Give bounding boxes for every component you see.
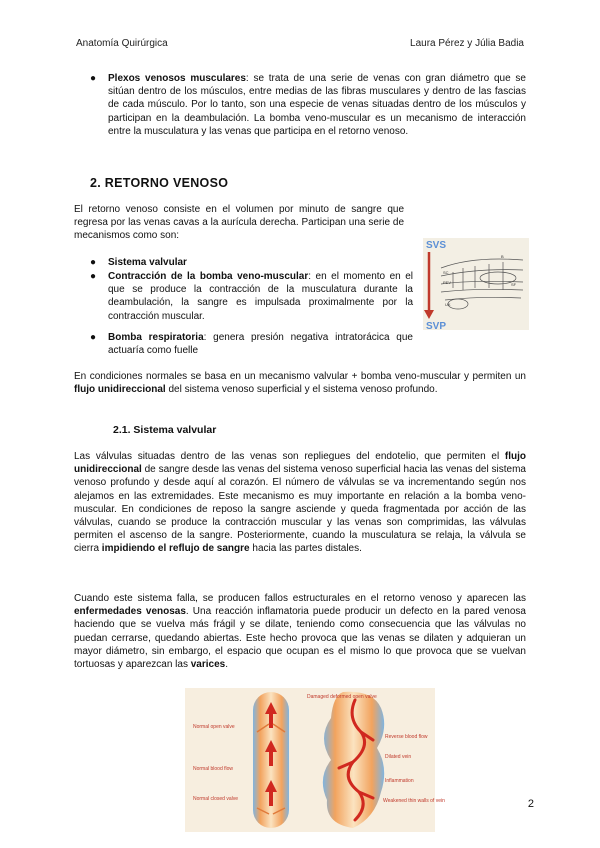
para-text: de sangre desde las venas del sistema venoso superficial hacia las venas del sistema venoso profundo y desde aquí al corazón. El número de válvulas se va incrementando según nos alejamos en las extremidades. Este mecanismo es muy importante en relación a la bomba veno-muscular. En condiciones de reposo la sangre asciende y queda fragmentada por acción de las válvulas, cuando se produce la contracción muscular y las venas son comprimidas, las válvulas permiten el ascenso de la sangre. Posteriormente, cuando la musculatura se relaja, la válvula se cierra	[74, 464, 526, 555]
subsection-title: 2.1. Sistema valvular	[113, 424, 217, 436]
mechanism-item	[108, 270, 413, 323]
para-bold: varices	[190, 659, 226, 671]
header-left: Anatomía Quirúrgica	[76, 38, 168, 49]
para-text: .	[225, 659, 228, 671]
vein-valve-figure	[185, 688, 445, 832]
fig1-label: B	[501, 254, 504, 259]
fig2-label: Normal open valve	[193, 724, 235, 730]
fig2-label: Reverse blood flow	[385, 734, 428, 740]
bullet-dot: ●	[90, 271, 97, 282]
bullet-dot: ●	[90, 332, 97, 343]
svp-label: SVP	[426, 321, 447, 332]
para-text: hacia las partes distales.	[249, 543, 362, 555]
mechanism-bold: Bomba respiratoria	[108, 332, 204, 343]
mechanism-bold: Contracción de la bomba veno-muscular	[108, 271, 309, 282]
fig1-label: SC	[443, 270, 449, 275]
para-retorno-text: El retorno venoso consiste en el volumen por minuto de sangre que regresa por las venas cavas a la aurícula derecha. Participan una serie de mecanismos como son:	[74, 204, 404, 242]
para-bold: flujo unidireccional	[74, 384, 166, 396]
para-text: Cuando este sistema falla, se producen fallos estructurales en el retorno venoso y aparecen las	[74, 593, 526, 604]
para-retorno-line12	[74, 203, 404, 243]
fig2-label: Weakened thin walls of vein	[383, 798, 445, 804]
para-text: del sistema venoso superficial y el sistema venoso profundo.	[165, 384, 438, 396]
svs-label: SVS	[426, 240, 447, 251]
para-condiciones	[74, 370, 526, 396]
para-bold: flujo unidireccional	[74, 451, 526, 476]
header-right: Laura Pérez y Júlia Badia	[410, 38, 524, 49]
para-fallo	[74, 592, 526, 671]
fig2-label: Normal closed valve	[193, 796, 239, 802]
fig2-label: Normal blood flow	[193, 766, 234, 772]
intro-bullet-text	[108, 72, 526, 138]
para-bold: impidiendo el reflujo de sangre	[101, 543, 250, 555]
mechanism-text: : en el momento en el que se produce la contracción de la musculatura durante la deambulación, la sangre es impulsada proximalmente por la contracción muscular.	[108, 271, 414, 322]
fig1-label: PEV	[443, 280, 452, 285]
venous-system-figure	[423, 238, 529, 330]
para-text: . Una reacción inflamatoria puede producir un defecto en la pared venosa haciendo que se vuelva más frágil y se dilate, teniendo como consecuencia que las válvulas no puedan cerrarse, quedando abiertas. Este hecho provoca que las venas se dilaten y adquieran un mayor diámetro, sin embargo, el espacio que ocupan es el mismo lo que provoca que se vuelvan tortuosas y aparezcan las	[74, 606, 526, 671]
mechanism-item	[108, 256, 413, 269]
bullet-dot: ●	[90, 73, 97, 84]
fig2-label: Damaged deformed open valve	[307, 694, 377, 700]
bullet-dot: ●	[90, 257, 97, 268]
para-bold: enfermedades venosas	[74, 606, 186, 618]
section-title: 2. RETORNO VENOSO	[90, 176, 229, 190]
mechanism-item	[108, 331, 413, 357]
intro-bullet-bold: Plexos venosos musculares	[108, 73, 246, 84]
mechanism-bold: Sistema valvular	[108, 257, 187, 268]
fig2-label: Dilated vein	[385, 754, 412, 760]
mechanism-text: : genera presión negativa intratorácica que actuaría como fuelle	[108, 332, 413, 357]
para-valvulas	[74, 450, 526, 556]
fig1-label: UK	[445, 302, 451, 307]
fig1-label: SF	[511, 282, 517, 287]
intro-bullet-body: : se trata de una serie de venas con gran diámetro que se sitúan dentro de los músculos, entre medias de las fibras musculares y dentro de las fascias de cada músculo. Por lo tanto, son una especie de venas situadas dentro de los músculos y participan en la deambulación. La bomba veno-muscular es un mecanismo de interacción entre la musculatura y las venas que participa en el retorno venoso.	[108, 73, 526, 137]
fig2-label: Inflammation	[385, 778, 414, 784]
page-number: 2	[527, 798, 534, 810]
para-text: En condiciones normales se basa en un mecanismo valvular + bomba veno-muscular y permiten un	[74, 371, 526, 382]
para-text: Las válvulas situadas dentro de las venas son repliegues del endotelio, que permiten el	[74, 451, 505, 462]
